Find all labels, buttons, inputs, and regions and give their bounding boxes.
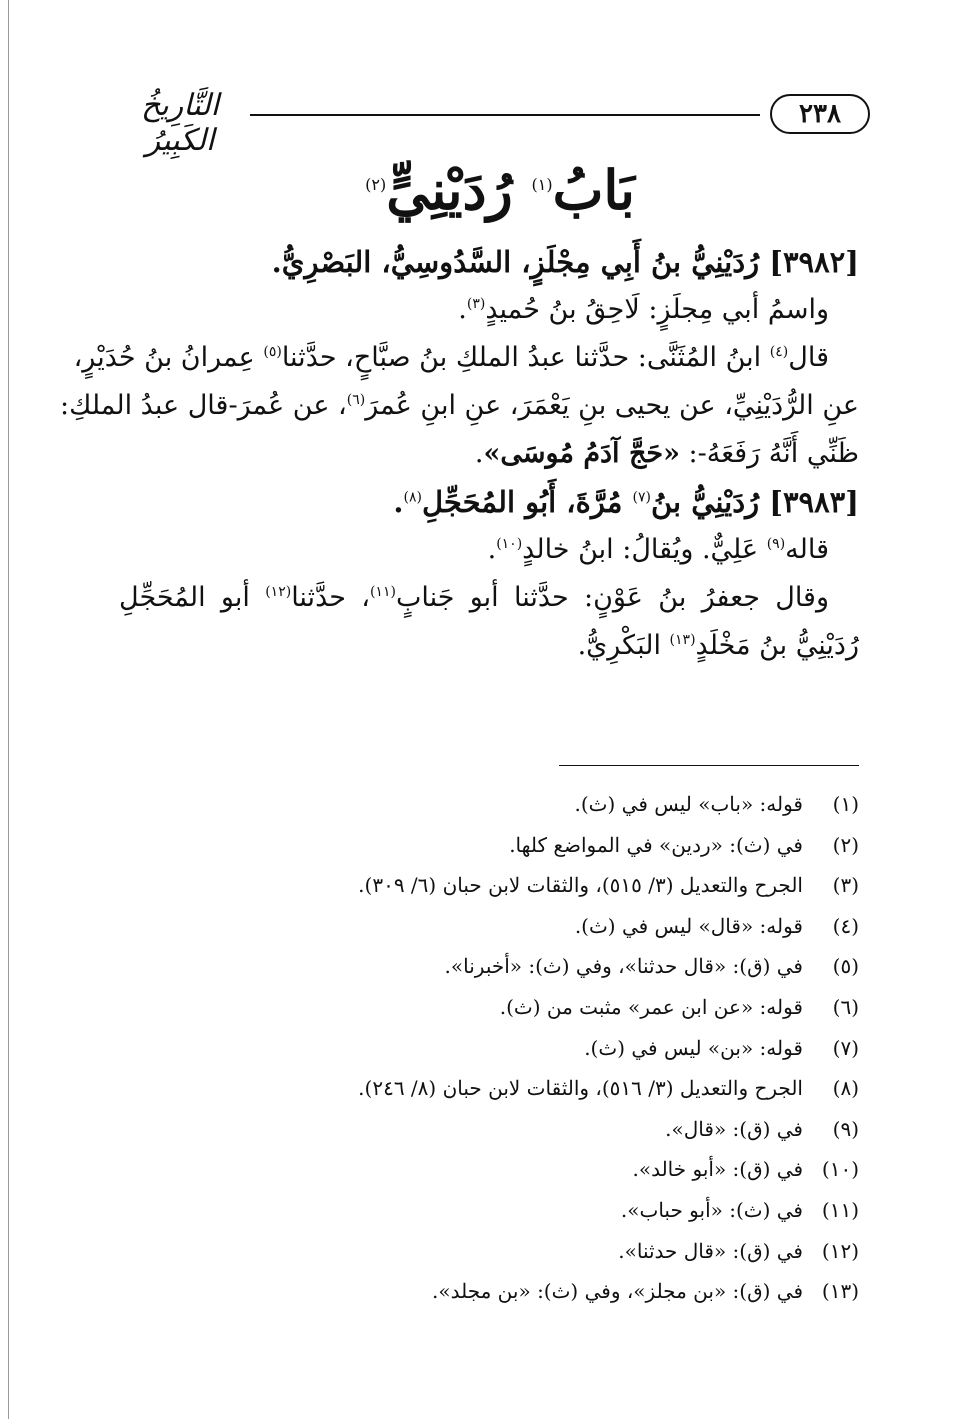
text-run: قال — [788, 342, 829, 373]
footnote-item — [119, 946, 859, 987]
footnote-text: قوله: «باب» ليس في (ث). — [574, 792, 803, 816]
footnote-text: في (ق): «قال». — [665, 1116, 803, 1141]
text-run: أبو المُحَجِّلِ — [119, 582, 266, 613]
footnote-number: (١) — [832, 792, 859, 816]
footnote-text: في (ق): «قال حدثنا»، وفي (ث): «أخبرنا». — [444, 954, 803, 979]
chapter-word-rudayni: رُدَيْنِيٍّ — [386, 158, 513, 222]
footnote-item — [119, 987, 859, 1028]
entry-heading-3983 — [119, 478, 859, 526]
text-run: عنِ الرُّدَيْنِيِّ، عن يحيى بنِ يَعْمَرَ، عنِ ابنِ عُمرَ — [365, 390, 859, 421]
footnote-marker: (٤) — [769, 344, 789, 360]
text-line — [119, 574, 859, 622]
footnote-item — [119, 1271, 859, 1312]
footnote-text: الجرح والتعديل (٣/ ٥١٥)، والثقات لابن حبان (٦/ ٣٠٩). — [358, 873, 803, 898]
text-line — [119, 430, 859, 478]
text-run: قاله — [785, 534, 829, 565]
footnote-number: (٦) — [832, 994, 859, 1019]
footnote-text: في (ق): «أبو خالد». — [632, 1157, 803, 1182]
book-title: التَّارِيخُ الكَبِيرُ — [141, 88, 219, 158]
footnote-item — [119, 1068, 859, 1109]
footnote-item — [119, 1231, 859, 1272]
text-line — [59, 382, 859, 430]
footnote-number: (٩) — [832, 1116, 859, 1141]
footnote-marker: (٧) — [632, 489, 651, 506]
footnote-marker: (٦) — [346, 392, 366, 408]
text-run: ظَنِّي أَنَّهُ رَفَعَهُ-: — [679, 438, 859, 469]
footnote-marker: (٨) — [403, 489, 422, 506]
text-line — [119, 622, 859, 670]
footnote-marker: (١٠) — [496, 536, 523, 552]
footnote-marker: (٣) — [466, 296, 486, 312]
text-run: . — [474, 438, 484, 469]
main-text — [59, 238, 859, 670]
chapter-word-bab: بَابُ — [552, 158, 635, 222]
text-run: . — [393, 485, 404, 519]
text-run: عَلِيٌّ. ويُقالُ: ابنُ خالدٍ — [522, 534, 767, 565]
text-run: واسمُ أبي مِجلَزٍ: لَاحِقُ بنُ حُميدٍ — [485, 294, 829, 325]
footnote-number: (١٠) — [821, 1157, 859, 1182]
text-run: وقال جعفرُ بنُ عَوْنٍ: حدَّثنا أبو جَنابٍ — [395, 582, 829, 613]
text-run: [٣٩٨٣] رُدَيْنِيُّ بنُ — [650, 485, 859, 519]
footnote-item — [119, 1190, 859, 1231]
footnote-number: (٨) — [832, 1076, 859, 1101]
footnote-item — [119, 1028, 859, 1069]
footnote-text: في (ث): «أبو حباب». — [620, 1197, 803, 1222]
footnote-marker: (١) — [531, 175, 553, 194]
text-line — [119, 286, 859, 334]
footnote-marker: (١١) — [369, 584, 396, 600]
text-run: مُرَّةَ، أَبُو المُحَجِّلِ — [421, 485, 633, 519]
footnote-marker: (٩) — [766, 536, 786, 552]
text-line — [73, 334, 859, 382]
footnote-number: (٢) — [832, 832, 859, 857]
footnote-item — [119, 825, 859, 866]
footnote-number: (٧) — [832, 1035, 859, 1060]
footnote-item — [119, 1109, 859, 1150]
text-run: عِمرانُ بنُ حُدَيْرٍ، — [73, 342, 264, 373]
footnote-marker: (١٣) — [669, 632, 696, 648]
footnote-text: في (ث): «ردين» في المواضع كلها. — [509, 832, 803, 857]
footnote-marker: (١٢) — [265, 584, 292, 600]
hadith-quote: «حَجَّ آدَمُ مُوسَى» — [483, 438, 680, 469]
footnote-text: قوله: «قال» ليس في (ث). — [574, 913, 803, 938]
text-run: ابنُ المُثَنَّى: حدَّثنا عبدُ الملكِ بنُ صبَّاحٍ، حدَّثنا — [281, 342, 770, 373]
footnote-number: (٤) — [832, 913, 859, 938]
footnote-item — [119, 1149, 859, 1190]
footnote-number: (١١) — [821, 1197, 859, 1222]
footnote-item — [119, 865, 859, 906]
footnote-text: الجرح والتعديل (٣/ ٥١٦)، والثقات لابن حبان (٨/ ٢٤٦). — [358, 1076, 803, 1101]
footnotes — [119, 784, 859, 1312]
footnote-number: (٥) — [832, 954, 859, 979]
running-header — [110, 88, 870, 158]
footnote-marker: (٥) — [263, 344, 282, 360]
footnote-number: (٣) — [832, 873, 859, 898]
text-run: . — [487, 534, 497, 565]
footnote-text: في (ق): «بن مجلز»، وفي (ث): «بن مجلد». — [431, 1279, 803, 1304]
entry-heading-3982: [٣٩٨٢] رُدَيْنِيُّ بنُ أَبِي مِجْلَزٍ، السَّدُوسِيُّ، البَصْرِيُّ. — [271, 245, 859, 279]
footnote-number: (١٣) — [821, 1279, 859, 1304]
text-line — [119, 526, 859, 574]
page-edge-line — [8, 0, 9, 1419]
footnote-item — [119, 906, 859, 947]
text-run: البَكْرِيُّ. — [577, 630, 670, 661]
footnote-text: قوله: «عن ابن عمر» مثبت من (ث). — [499, 994, 803, 1019]
footnote-item — [119, 784, 859, 825]
footnote-marker: (٢) — [365, 175, 387, 194]
text-run: . — [458, 294, 467, 325]
footnote-number: (١٢) — [821, 1238, 859, 1263]
footnote-text: قوله: «بن» ليس في (ث). — [584, 1035, 803, 1060]
text-run: رُدَيْنِيُّ بنُ مَخْلَدٍ — [695, 630, 859, 661]
footnote-separator — [559, 765, 859, 766]
text-run: ، عن عُمرَ-قال عبدُ الملكِ: — [59, 390, 347, 421]
chapter-title — [200, 140, 800, 235]
header-rule — [250, 114, 760, 116]
page-number: ٢٣٨ — [770, 94, 870, 134]
text-run: ، حدَّثنا — [291, 582, 370, 613]
footnote-text: في (ق): «قال حدثنا». — [618, 1238, 803, 1263]
